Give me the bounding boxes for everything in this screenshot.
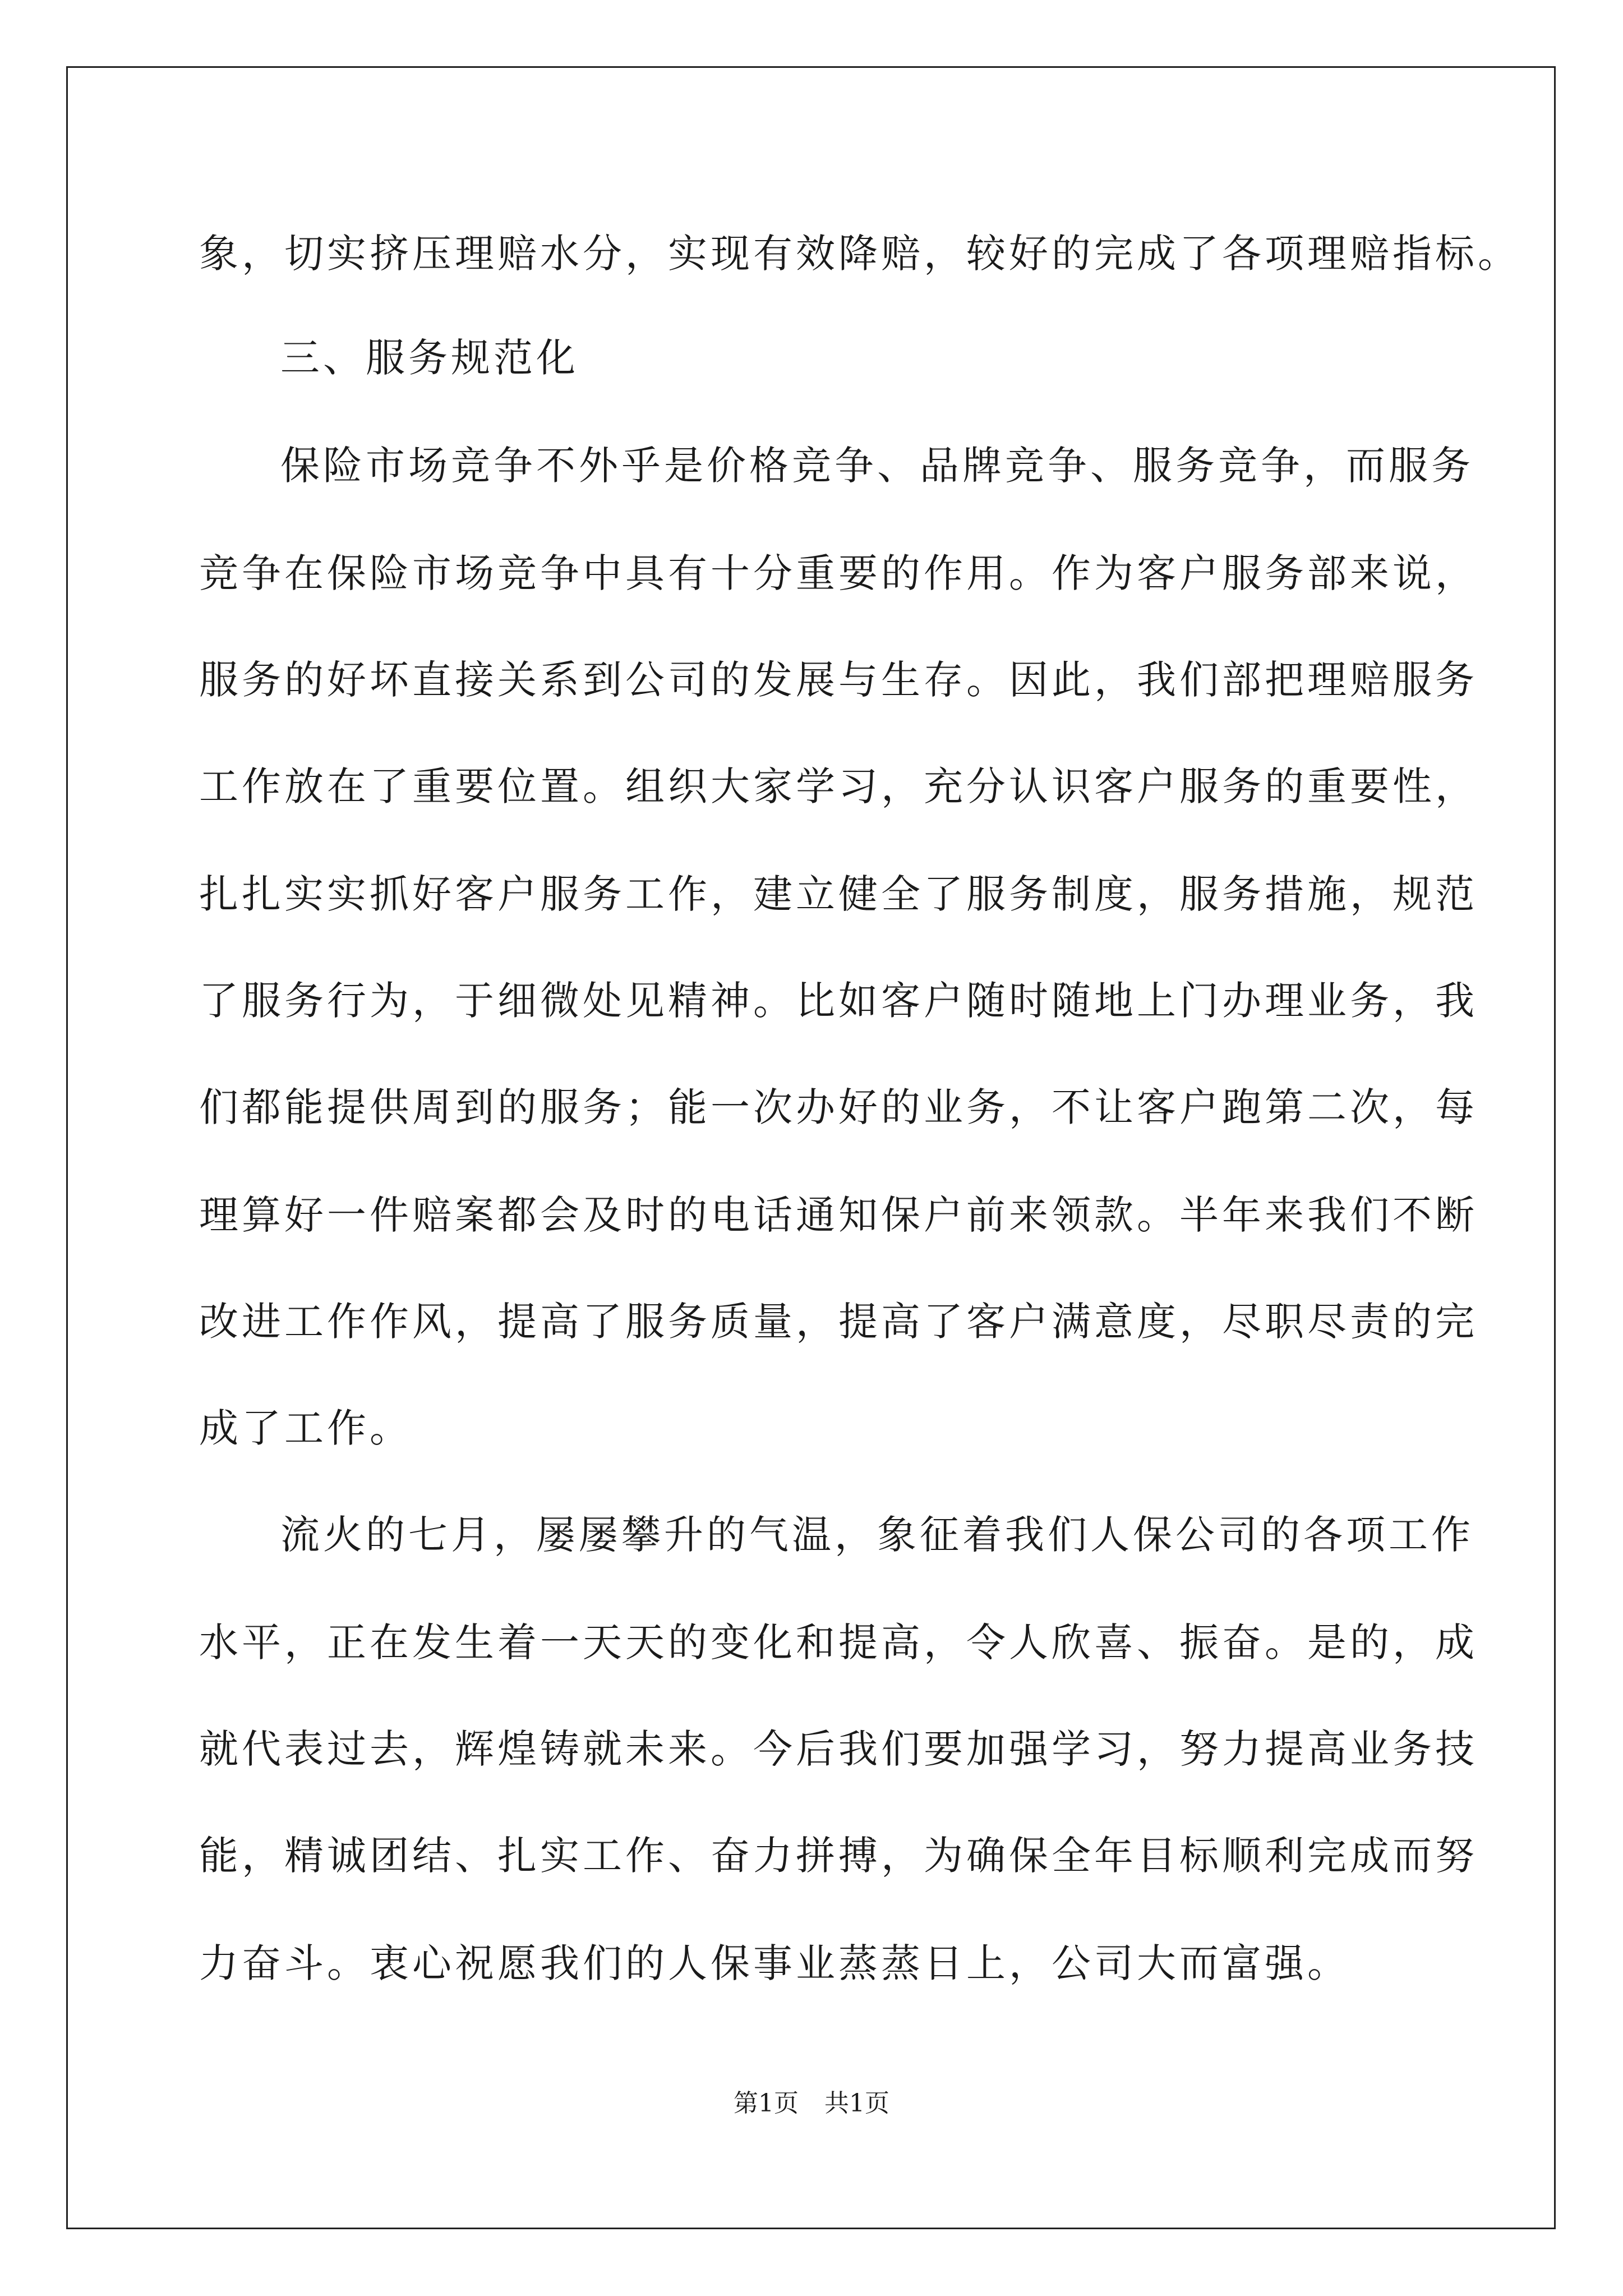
page-number: 第1页 <box>734 2089 799 2118</box>
text-line: 工作放在了重要位置。组织大家学习，充分认识客户服务的重要性， <box>199 763 1478 809</box>
text-line: 力奋斗。衷心祝愿我们的人保事业蒸蒸日上，公司大而富强。 <box>199 1940 1350 1986</box>
text-line: 了服务行为，于细微处见精神。比如客户随时随地上门办理业务，我 <box>199 978 1478 1024</box>
section-heading: 三、服务规范化 <box>280 335 579 381</box>
page-border <box>66 66 1556 2229</box>
page-total: 共1页 <box>824 2089 889 2118</box>
text-line: 水平，正在发生着一天天的变化和提高，令人欣喜、振奋。是的，成 <box>199 1619 1478 1665</box>
text-line: 改进工作作风，提高了服务质量，提高了客户满意度，尽职尽责的完 <box>199 1299 1478 1345</box>
text-line: 们都能提供周到的服务；能一次办好的业务，不让客户跑第二次，每 <box>199 1084 1478 1130</box>
text-line: 成了工作。 <box>199 1405 412 1451</box>
text-line: 保险市场竞争不外乎是价格竞争、品牌竞争、服务竞争，而服务 <box>280 443 1474 489</box>
text-line: 就代表过去，辉煌铸就未来。今后我们要加强学习，努力提高业务技 <box>199 1726 1478 1772</box>
text-line: 扎扎实实抓好客户服务工作，建立健全了服务制度，服务措施，规范 <box>199 871 1478 917</box>
text-line: 竞争在保险市场竞争中具有十分重要的作用。作为客户服务部来说， <box>199 550 1478 596</box>
text-line: 象，切实挤压理赔水分，实现有效降赔，较好的完成了各项理赔指标。 <box>199 231 1520 277</box>
text-line: 服务的好坏直接关系到公司的发展与生存。因此，我们部把理赔服务 <box>199 657 1478 703</box>
text-line: 能，精诚团结、扎实工作、奋力拼搏，为确保全年目标顺利完成而努 <box>199 1833 1478 1879</box>
text-line: 流火的七月，屡屡攀升的气温，象征着我们人保公司的各项工作 <box>280 1512 1474 1558</box>
text-line: 理算好一件赔案都会及时的电话通知保户前来领款。半年来我们不断 <box>199 1192 1478 1238</box>
page-footer <box>0 2087 1623 2120</box>
